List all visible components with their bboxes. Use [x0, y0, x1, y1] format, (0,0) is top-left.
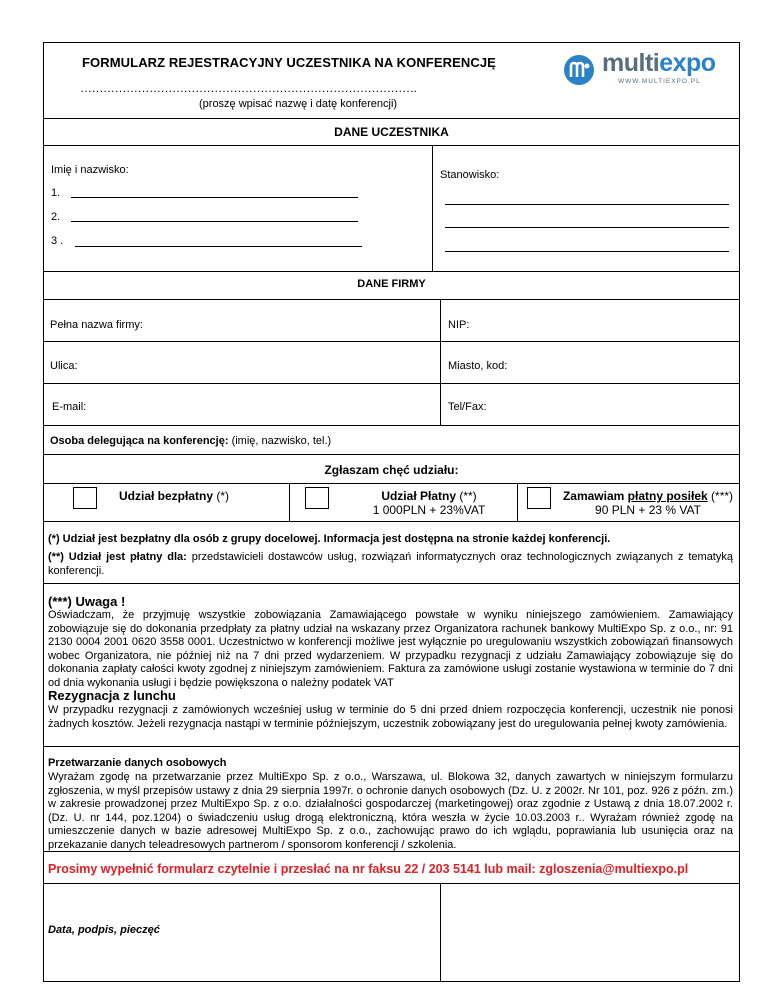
meal-order-price: 90 PLN + 23 % VAT	[595, 503, 701, 517]
delegate-field[interactable]: Osoba delegująca na konferencję: (imię, nazwisko, tel.)	[50, 435, 332, 447]
warning-title: (***) Uwaga !	[48, 594, 126, 609]
conference-hint: (proszę wpisać nazwę i datę konferencji)	[199, 98, 398, 110]
form-title: FORMULARZ REJESTRACYJNY UCZESTNIKA NA KONFERENCJĘ	[82, 55, 496, 70]
signature-box[interactable]	[441, 884, 739, 981]
participant-2-position-field[interactable]	[445, 227, 729, 228]
participant-1-name-field[interactable]	[71, 197, 358, 198]
meal-order-label: Zamawiam płatny posiłek (***) 90 PLN + 23 % VAT	[562, 489, 734, 517]
company-name-field[interactable]: Pełna nazwa firmy:	[50, 319, 143, 331]
participant-3-name-field[interactable]	[75, 246, 362, 247]
participant-row-2-number: 2.	[51, 211, 61, 223]
participant-2-name-field[interactable]	[71, 221, 358, 222]
conference-name-field[interactable]: …………………………………………………………………………….	[80, 81, 417, 95]
lunch-cancellation-text: W przypadku rezygnacji z zamówionych wcześniej usług w terminie do 5 dni przed dniem rozpoczęcia konferencji, uczestnik nie ponosi żadnych kosztów. Jeżeli rezygnacja nastąpi w terminie późniejszym, uczestnik zobowiązany jest do uregulowania pełnej kwoty zamówienia.	[48, 704, 733, 730]
position-label: Stanowisko:	[440, 169, 500, 181]
fax-instruction: Prosimy wypełnić formularz czytelnie i przesłać na nr faksu 22 / 203 5141 lub mail: zgloszenia@multiexpo.pl	[48, 862, 689, 876]
gdpr-text: Wyrażam zgodę na przetwarzanie przez MultiExpo Sp. z o.o., Warszawa, ul. Blokowa 32, danych zawartych w niniejszym formularzu zgłoszenia, w myśl przepisów ustawy z dnia 29 sierpnia 1997r. o ochronie danych osobowych (Dz. U. z 2002r. Nr 101, poz. 926 z późn. zm.) w zakresie prowadzonej przez MultiExpo Sp. z o.o. działalności gospodarczej (marketingowej) oraz zgodnie z Ustawą z dnia 18.07.2002 r. (Dz. U. nr 144, poz.1204) o świadczeniu usług drogą elektroniczną, która weszła w życie 10.03.2003 r.. Wyrażam również zgodę na umieszczenie danych w bazie adresowej MultiExpo Sp. z o.o., zachowując prawo do ich wglądu, poprawiania lub usunięcia oraz na przekazanie danych teleadresowych partnerom / sponsorom konferencji / szkolenia.	[48, 771, 733, 851]
participant-3-position-field[interactable]	[445, 251, 729, 252]
m-logo-icon	[562, 53, 596, 87]
participant-1-position-field[interactable]	[445, 204, 729, 205]
participant-row-1-number: 1.	[51, 187, 61, 199]
registration-form	[43, 42, 740, 982]
free-participation-checkbox[interactable]	[73, 487, 97, 509]
email-field[interactable]: E-mail:	[52, 401, 87, 413]
participant-section-title: DANE UCZESTNIKA	[334, 125, 449, 139]
free-participation-label: Udział bezpłatny (*)	[119, 489, 230, 503]
paid-participation-price: 1 000PLN + 23%VAT	[372, 503, 486, 517]
note-paid-participation: (**) Udział jest płatny dla: przedstawicieli dostawców usług, rozwiązań informatycznych oraz technologicznych związanych z tematyką konferencji.	[48, 551, 733, 577]
participant-row-3-number: 3 .	[51, 235, 64, 247]
warning-text: Oświadczam, że przyjmuję wszystkie zobowiązania Zamawiającego powstałe w wyniku niniejszego zamówieniem. Zamawiający zobowiązuje się do dokonania przedpłaty za płatny udział na wskazany przez Organizatora rachunek bankowy MultiExpo Sp. z o.o., nr: 91 2130 0004 2001 0620 3558 0001. Uczestnictwo w konferencji możliwe jest wyłącznie po uregulowaniu wszystkich zobowiązań finansowych wobec Organizatora, nie później niż na 7 dni przed wydarzeniem. W przypadku rezygnacji z udziału Zamawiający zobowiązuje się do dokonania zapłaty całości kwoty zgodnej z niniejszym zamówieniem. Faktura za zamówione usługi zostanie wystawiona w terminie do 7 dni od dnia wykonania usługi i będzie powiększona o należny podatek VAT	[48, 609, 733, 689]
city-field[interactable]: Miasto, kod:	[448, 360, 508, 372]
tel-fax-field[interactable]: Tel/Fax:	[448, 401, 487, 413]
logo-wordmark: multiexpo	[602, 49, 716, 77]
logo-url: WWW.MULTIEXPO.PL	[618, 78, 701, 85]
note-free-participation: (*) Udział jest bezpłatny dla osób z grupy docelowej. Informacja jest dostępna na stronie każdej konferencji.	[48, 533, 611, 545]
name-label: Imię i nazwisko:	[51, 164, 129, 176]
meal-order-checkbox[interactable]	[527, 487, 551, 509]
lunch-cancellation-title: Rezygnacja z lunchu	[48, 688, 176, 703]
street-field[interactable]: Ulica:	[50, 360, 78, 372]
paid-participation-checkbox[interactable]	[305, 487, 329, 509]
nip-field[interactable]: NIP:	[448, 319, 470, 331]
participation-title: Zgłaszam chęć udziału:	[324, 463, 459, 477]
signature-label: Data, podpis, pieczęć	[48, 924, 160, 936]
multiexpo-logo	[562, 51, 737, 87]
gdpr-title: Przetwarzanie danych osobowych	[48, 757, 227, 769]
company-section-title: DANE FIRMY	[357, 278, 426, 290]
paid-participation-label: Udział Płatny (**) 1 000PLN + 23%VAT	[372, 489, 486, 517]
